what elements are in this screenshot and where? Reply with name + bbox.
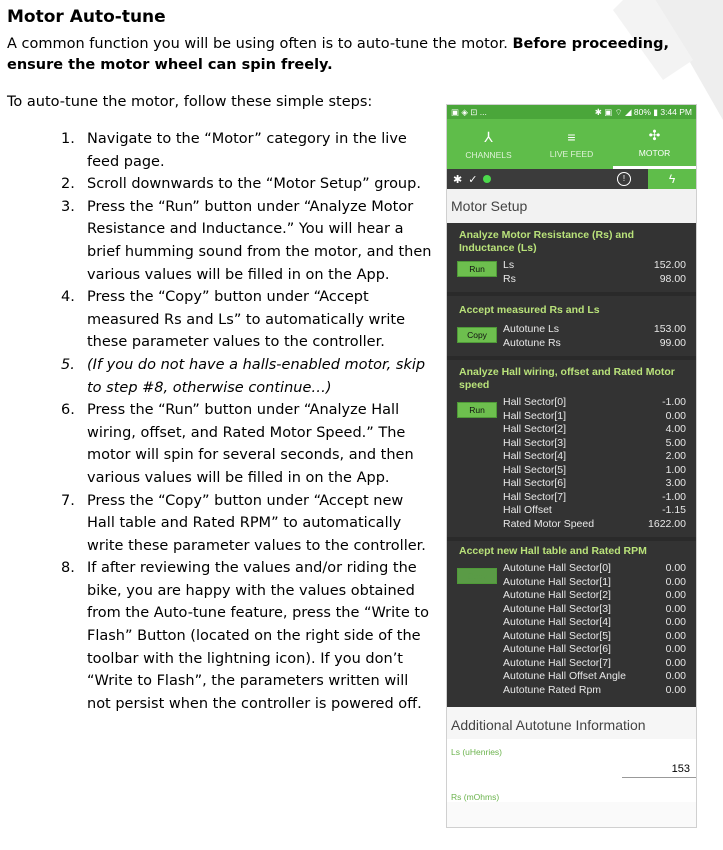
row-label: Autotune Hall Sector[1]	[503, 575, 611, 588]
step-item	[55, 173, 435, 196]
ls-field[interactable]: 153	[622, 757, 696, 778]
write-to-flash-button[interactable]: ϟ	[648, 169, 696, 189]
step-number: 1.	[61, 131, 75, 147]
row-value: 1.00	[665, 463, 686, 476]
step-item	[55, 490, 435, 558]
connected-status-icon	[483, 175, 491, 183]
step-text: Press the “Copy” button under “Accept new Hall table and Rated RPM” to automatically write these parameter values to the controller.	[87, 492, 426, 554]
value-row	[503, 323, 686, 337]
row-value: 0.00	[665, 683, 686, 696]
row-label: Autotune Hall Sector[3]	[503, 602, 611, 615]
value-row	[503, 337, 686, 351]
row-value: -1.15	[662, 504, 686, 516]
value-row	[503, 518, 686, 532]
row-label: Hall Sector[3]	[503, 436, 567, 449]
value-row	[503, 562, 686, 576]
value-row	[503, 603, 686, 617]
row-label: Autotune Hall Sector[5]	[503, 629, 611, 642]
tab-live-feed[interactable]	[530, 119, 613, 169]
document-title: Motor Auto-tune	[7, 7, 166, 27]
value-row	[503, 657, 686, 671]
row-value: 4.00	[665, 423, 686, 435]
steps-lead: To auto-tune the motor, follow these simple steps:	[7, 94, 373, 110]
tab-channels[interactable]	[447, 119, 530, 169]
value-row	[503, 464, 686, 478]
row-value: 98.00	[659, 272, 686, 285]
section-title: Accept measured Rs and Ls	[459, 304, 600, 316]
rs-field-label: Rs (mOhms)	[451, 792, 500, 802]
section-title: Analyze Hall wiring, offset and Rated Motor speed	[459, 366, 675, 391]
value-row	[503, 273, 686, 287]
step-item	[55, 354, 435, 399]
section-title: Accept new Hall table and Rated RPM	[459, 545, 647, 557]
section-title: Analyze Motor Resistance (Rs) and Inductance (Ls)	[459, 229, 635, 254]
row-label: Hall Sector[1]	[503, 409, 567, 422]
run-button[interactable]: Run	[457, 402, 497, 418]
row-value: 0.00	[665, 643, 686, 655]
status-left-icons: ▣ ◈ ⊡ ...	[451, 106, 487, 117]
tab-label: CHANNELS	[465, 149, 512, 160]
row-label: Rs	[503, 272, 516, 285]
row-label: Hall Offset	[503, 504, 552, 516]
intro-text: A common function you will be using often is to auto-tune the motor.	[7, 36, 513, 52]
additional-autotune-title: Additional Autotune Information	[447, 707, 696, 739]
row-label: Autotune Hall Sector[7]	[503, 656, 611, 669]
step-text: Navigate to the “Motor” category in the live feed page.	[87, 131, 407, 170]
row-label: Autotune Ls	[503, 323, 560, 335]
row-label: Autotune Hall Sector[0]	[503, 562, 611, 574]
row-label: Hall Sector[4]	[503, 450, 567, 462]
row-label: Autotune Rs	[503, 336, 561, 349]
row-value: 0.00	[665, 409, 686, 422]
row-value: 0.00	[665, 562, 686, 574]
row-value: 1622.00	[648, 517, 686, 530]
section-accept-rs-ls	[447, 296, 696, 356]
row-label: Rated Motor Speed	[503, 517, 595, 530]
value-row	[503, 477, 686, 491]
copy-button[interactable]: Copy	[457, 568, 497, 584]
row-value: 99.00	[659, 336, 686, 349]
row-value: 3.00	[665, 477, 686, 489]
row-value: 0.00	[665, 670, 686, 682]
row-label: Autotune Hall Sector[2]	[503, 589, 611, 601]
value-row	[503, 450, 686, 464]
bluetooth-icon[interactable]: ✱	[453, 173, 463, 186]
section-analyze-rs-ls	[447, 223, 696, 292]
row-value: 0.00	[665, 589, 686, 601]
row-label: Hall Sector[5]	[503, 463, 567, 476]
status-bar	[447, 105, 696, 119]
step-number: 8.	[61, 560, 75, 577]
row-label: Hall Sector[7]	[503, 490, 567, 503]
additional-autotune-panel	[447, 707, 696, 802]
section-accept-hall	[447, 541, 696, 707]
row-value: 5.00	[665, 436, 686, 449]
step-number: 2.	[61, 176, 75, 193]
row-value: 152.00	[653, 259, 686, 271]
row-value: 0.00	[665, 656, 686, 669]
section-analyze-hall	[447, 360, 696, 537]
ls-field-label: Ls (uHenries)	[451, 747, 503, 757]
value-row	[503, 437, 686, 451]
intro-warning: Before proceeding, ensure the motor wheel can spin freely.	[7, 36, 669, 73]
step-item	[55, 128, 435, 173]
step-item	[55, 286, 435, 354]
run-button[interactable]: Run	[457, 261, 497, 277]
row-label: Autotune Rated Rpm	[503, 683, 602, 696]
row-value: 153.00	[653, 323, 686, 335]
motor-setup-header: Motor Setup	[447, 189, 696, 223]
step-text: Press the “Copy” button under “Accept measured Rs and Ls” to automatically write these parameter values to the controller.	[87, 289, 406, 351]
row-label: Autotune Hall Sector[4]	[503, 616, 611, 628]
row-value: -1.00	[662, 396, 686, 408]
step-number: 3.	[61, 198, 75, 215]
row-value: 0.00	[665, 629, 686, 642]
intro-paragraph	[7, 34, 707, 76]
connection-toolbar	[447, 169, 696, 189]
row-value: 0.00	[665, 616, 686, 628]
value-row	[503, 684, 686, 698]
value-row	[503, 589, 686, 603]
value-row	[503, 576, 686, 590]
step-number: 6.	[61, 402, 75, 419]
step-text: Scroll downwards to the “Motor Setup” group.	[87, 176, 421, 193]
value-row	[503, 630, 686, 644]
tab-label: LIVE FEED	[549, 149, 594, 159]
phone-screenshot	[446, 104, 697, 828]
tab-motor[interactable]	[613, 119, 696, 169]
row-label: Autotune Hall Sector[6]	[503, 643, 611, 655]
tab-label: MOTOR	[638, 148, 671, 158]
step-item	[55, 196, 435, 286]
list-icon: ≡	[567, 129, 576, 145]
step-number: 7.	[61, 492, 75, 509]
step-text: (If you do not have a halls-enabled motor, skip to step #8, otherwise continue…)	[87, 356, 426, 396]
fan-icon: ✣	[648, 127, 661, 143]
value-row	[503, 670, 686, 684]
step-item	[55, 399, 435, 489]
value-row	[503, 643, 686, 657]
row-value: 2.00	[665, 450, 686, 462]
row-label: Autotune Hall Offset Angle	[503, 670, 626, 682]
step-text: Press the “Run” button under “Analyze Hall wiring, offset, and Rated Motor Speed.” The motor will spin for several seconds, and then various values will be filled in on the App.	[87, 402, 414, 486]
value-row	[503, 410, 686, 424]
status-right-info: ✱ ▣ ⌔ ◢ 80% ▮ 3:44 PM	[594, 106, 692, 117]
step-number: 5.	[61, 356, 75, 373]
value-row	[503, 616, 686, 630]
row-value: 0.00	[665, 602, 686, 615]
value-row	[503, 504, 686, 518]
row-label: Hall Sector[0]	[503, 396, 567, 408]
row-label: Ls	[503, 259, 515, 271]
value-row	[503, 423, 686, 437]
tab-bar	[447, 119, 696, 169]
step-item	[55, 557, 435, 715]
info-icon[interactable]: !	[617, 172, 631, 186]
step-number: 4.	[61, 289, 75, 306]
check-icon: ✓	[468, 173, 478, 186]
steps-list	[55, 128, 435, 715]
channels-icon: ⅄	[484, 128, 493, 145]
step-text: If after reviewing the values and/or riding the bike, you are happy with the values obtained from the Auto-tune feature, press the “Write to Flash” Button (located on the right side of the toolbar with the lightning icon). If you don’t “Write to Flash”, the parameters written will not persist when the controller is powered off.	[87, 560, 429, 712]
row-label: Hall Sector[6]	[503, 477, 567, 489]
value-row	[503, 259, 686, 273]
copy-button[interactable]: Copy	[457, 327, 497, 343]
row-label: Hall Sector[2]	[503, 423, 567, 435]
row-value: -1.00	[662, 490, 686, 503]
value-row	[503, 491, 686, 505]
value-row	[503, 396, 686, 410]
row-value: 0.00	[665, 575, 686, 588]
step-text: Press the “Run” button under “Analyze Motor Resistance and Inductance.” You will hear a brief humming sound from the motor, and then various values will be filled in on the App.	[87, 198, 432, 283]
